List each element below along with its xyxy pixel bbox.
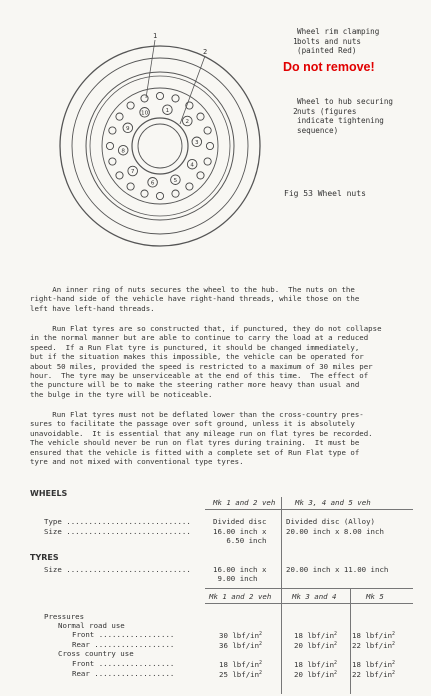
rim-clamping-nut — [156, 92, 163, 99]
rim-clamping-nut — [106, 142, 113, 149]
rim-clamping-nut — [141, 190, 148, 197]
tyres-size-mk12: 16.00 inch x 9.00 inch — [213, 565, 267, 584]
hub-securing-nuts — [118, 105, 201, 187]
cc-rear-mk12: 25 lbf/$in^2$ — [219, 670, 263, 679]
road-rear-mk5: 22 lbf/$in^2$ — [352, 641, 396, 650]
hub-securing-nut — [192, 137, 202, 147]
sequence-number: 1 — [165, 107, 170, 114]
road-front-label: Front ................. — [72, 630, 175, 639]
sequence-number: 3 — [195, 140, 199, 146]
hub-securing-nut — [140, 108, 150, 118]
rim-clamping-nut — [197, 113, 204, 120]
figure-caption: Fig 53 Wheel nuts — [284, 189, 366, 198]
wheels-heading: WHEELS — [30, 489, 68, 498]
sequence-number: 8 — [121, 148, 125, 155]
rim-clamping-nut — [197, 172, 204, 179]
cc-front-label: Front ................. — [72, 659, 175, 668]
rim-clamping-nut — [127, 183, 134, 190]
road-front-mk5: 18 lbf/$in^2$ — [352, 631, 396, 640]
hub-securing-nut — [163, 105, 173, 115]
legend-number: 2 — [293, 106, 298, 116]
rim-clamping-nut — [116, 172, 123, 179]
paragraph-hub-nuts: An inner ring of nuts secures the wheel to the hub. The nuts on the right-hand side of the vehicle have right-hand threads, while those on the left have left-hand threads. — [30, 285, 360, 313]
hub-inner — [138, 124, 182, 168]
hub-securing-nut — [187, 159, 197, 169]
sequence-number: 5 — [173, 177, 178, 184]
legend-text-2: Wheel to hub securing nuts (figures indicate tightening sequence) — [297, 97, 394, 135]
wheels-type-label: Type ............................ — [44, 517, 191, 526]
rim-clamping-nut — [141, 95, 148, 102]
hub-securing-nut — [123, 123, 133, 133]
rim-clamping-nut — [156, 192, 163, 199]
column-divider — [281, 497, 282, 597]
pressures-col-mk5: Mk 5 — [366, 592, 384, 601]
warning-label: Do not remove! — [283, 60, 375, 74]
road-front-mk12: 30 lbf/$in^2$ — [219, 631, 263, 640]
wheels-size-label: Size ............................ — [44, 527, 191, 536]
hub-securing-nut — [118, 145, 128, 155]
sequence-number: 2 — [185, 119, 190, 126]
cc-rear-mk5: 22 lbf/$in^2$ — [352, 670, 396, 679]
tyre-sidewall — [72, 58, 248, 234]
pressures-group-road: Normal road use — [58, 621, 125, 630]
wheels-col-mk345: Mk 3, 4 and 5 veh — [295, 498, 371, 507]
legend-number: 1 — [293, 36, 298, 46]
rim-clamping-nut — [186, 183, 193, 190]
road-rear-mk12: 36 lbf/$in^2$ — [219, 641, 263, 650]
rim-clamping-nut — [172, 95, 179, 102]
wheels-size-mk12: 16.00 inch x 6.50 inch — [213, 527, 267, 546]
wheel-disc — [102, 88, 218, 204]
cc-front-mk34: 18 lbf/$in^2$ — [294, 660, 338, 669]
table-rule — [205, 603, 413, 604]
callout-2: 2 — [203, 48, 208, 56]
wheels-type-mk12: Divided disc — [213, 517, 267, 526]
legend-text-1: Wheel rim clamping bolts and nuts (painted Red) — [297, 27, 380, 56]
cc-front-mk12: 18 lbf/$in^2$ — [219, 660, 263, 669]
legend-item-1 — [284, 27, 298, 46]
rim-clamping-nut — [204, 127, 211, 134]
hub-securing-nut — [128, 166, 138, 176]
sequence-number: 6 — [150, 180, 155, 187]
hub-securing-nut — [183, 116, 193, 126]
rim-clamping-nut — [109, 158, 116, 165]
pressures-group-cross-country: Cross country use — [58, 649, 134, 658]
rim-clamping-nut — [127, 102, 134, 109]
pressures-title: Pressures — [44, 612, 85, 621]
wheels-type-mk345: Divided disc (Alloy) — [286, 517, 375, 526]
tyres-size-mk345: 20.00 inch x 11.00 inch — [286, 565, 389, 574]
wheels-col-mk12: Mk 1 and 2 veh — [213, 498, 276, 507]
tyres-size-label: Size ............................ — [44, 565, 191, 574]
rim-clamping-nut — [172, 190, 179, 197]
cc-front-mk5: 18 lbf/$in^2$ — [352, 660, 396, 669]
sequence-number: 4 — [190, 162, 194, 169]
tyres-heading: TYRES — [30, 553, 59, 562]
table-rule — [205, 588, 413, 589]
table-rule — [205, 509, 413, 510]
wheel-nuts-diagram — [58, 18, 273, 248]
road-rear-mk34: 20 lbf/$in^2$ — [294, 641, 338, 650]
rim-clamping-nut — [109, 127, 116, 134]
paragraph-run-flat: Run Flat tyres are so constructed that, if punctured, they do not collapse in the normal manner but are able to continue to carry the load at a reduced speed. If a Run Flat tyre is punctured, it should be changed immediately, but if the situation makes this impossible, the vehicle can be operated for about 50 miles, provided the speed is restricted to a maximum of 30 miles per hour. The tyre may be unserviceable at the end of this time. The effect of the puncture will be to make the steering rather more heavy than usual and the bulge in the tyre will be noticeable. — [30, 324, 382, 399]
sequence-number: 10 — [141, 110, 149, 117]
road-rear-label: Rear .................. — [72, 640, 175, 649]
rim-clamping-nut — [116, 113, 123, 120]
column-divider — [281, 588, 282, 694]
wheels-size-mk345: 20.00 inch x 8.00 inch — [286, 527, 384, 536]
rim-clamping-nut — [204, 158, 211, 165]
sequence-number: 9 — [126, 126, 130, 132]
pressures-col-mk34: Mk 3 and 4 — [292, 592, 337, 601]
hub-securing-nut — [171, 175, 181, 185]
cc-rear-mk34: 20 lbf/$in^2$ — [294, 670, 338, 679]
cc-rear-label: Rear .................. — [72, 669, 175, 678]
callout-line-1 — [146, 40, 155, 98]
column-divider — [350, 588, 351, 694]
road-front-mk34: 18 lbf/$in^2$ — [294, 631, 338, 640]
sequence-number: 7 — [130, 169, 135, 176]
callout-1: 1 — [153, 32, 158, 40]
legend-item-2 — [284, 97, 298, 116]
pressures-col-mk12: Mk 1 and 2 veh — [209, 592, 272, 601]
paragraph-deflation: Run Flat tyres must not be deflated lower than the cross-country pres- sures to facilitate the passage over soft ground, unless it is absolutely unavoidable. It is essential that any mileage run on flat tyres be recorded. The vehicle should never be run on flat tyres during training. It must be ensured that the vehicle is fitted with a complete set of Run Flat type of tyre and not mixed with conventional type tyres. — [30, 410, 373, 467]
hub-securing-nut — [148, 178, 158, 188]
rim-clamping-nut — [206, 142, 213, 149]
hub-outer — [132, 118, 188, 174]
